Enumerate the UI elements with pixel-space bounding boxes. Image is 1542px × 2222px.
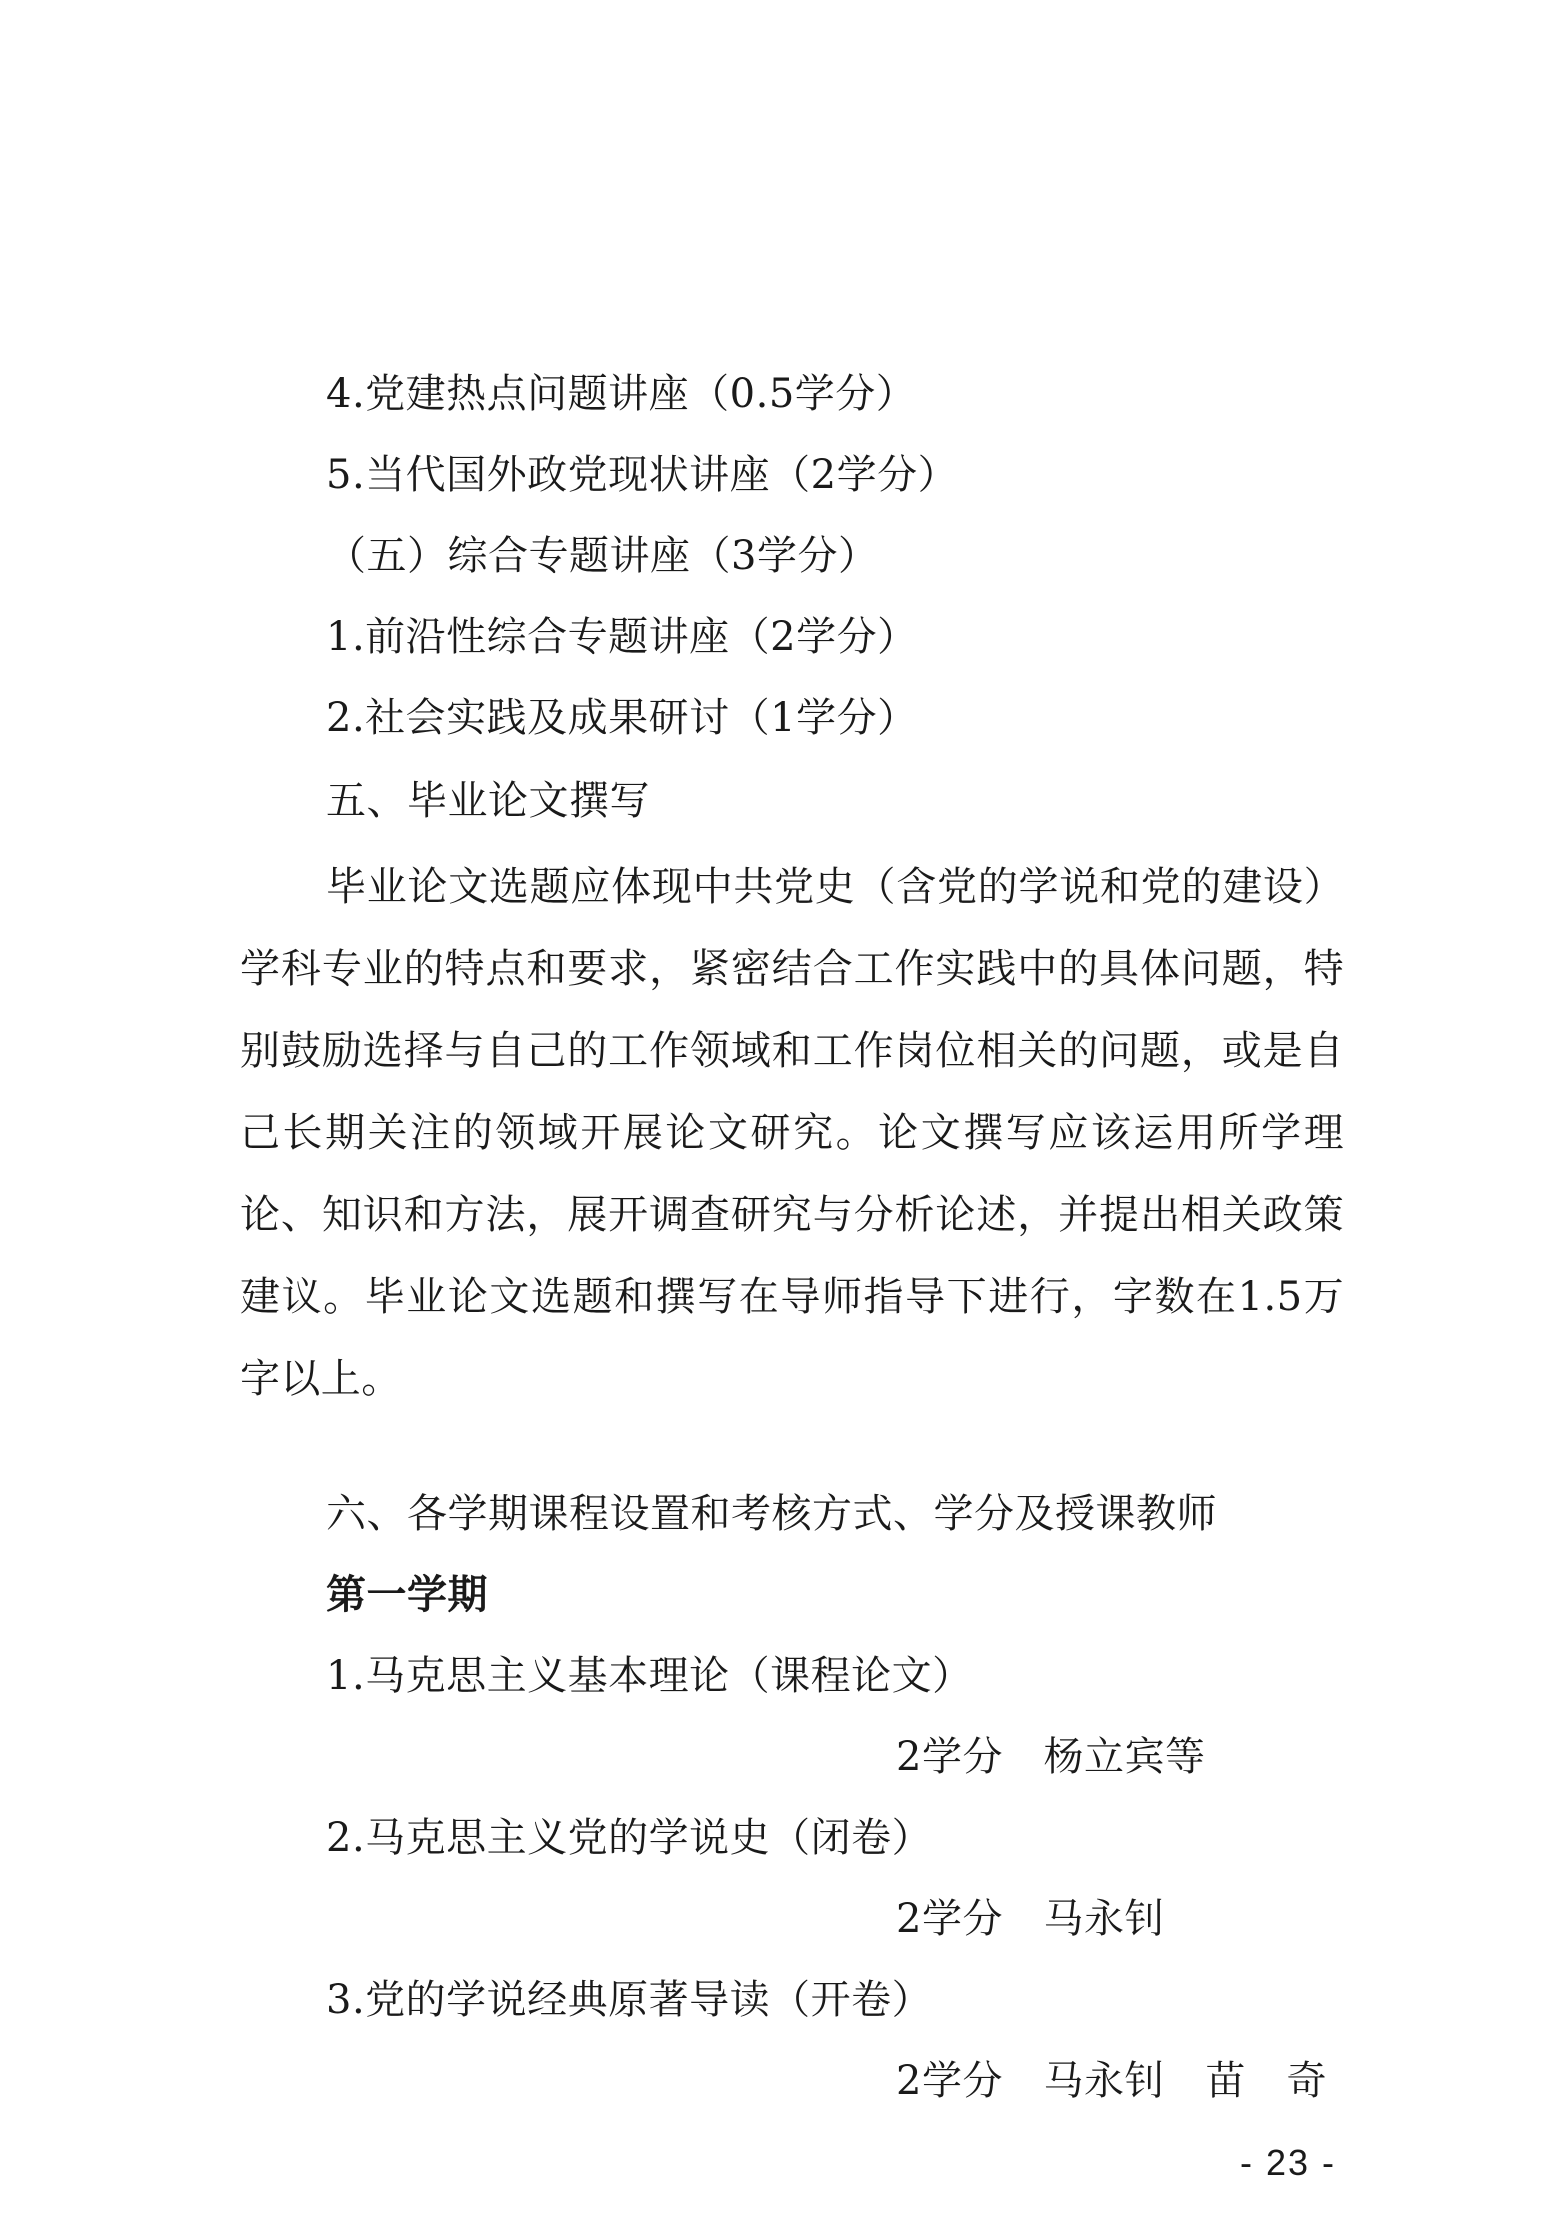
- course-credit-3: 2学分 马永钊 苗 奇: [896, 2058, 1327, 2104]
- thesis-paragraph: 毕业论文选题应体现中共党史（含党的学说和党的建设）学科专业的特点和要求，紧密结合工作实践中的具体问题，特别鼓励选择与自己的工作领域和工作岗位相关的问题，或是自己长期关注的领域开展论文研究。论文撰写应该运用所学理论、知识和方法，展开调查研究与分析论述，并提出相关政策建议。毕业论文选题和撰写在导师指导下进行，字数在1.5万字以上。: [240, 864, 1344, 1402]
- list-item-4: 4.党建热点问题讲座（0.5学分）: [326, 371, 917, 417]
- course-title-2: 2.马克思主义党的学说史（闭卷）: [326, 1815, 933, 1861]
- section-heading-thesis: 五、毕业论文撰写: [326, 778, 650, 824]
- term-heading: 第一学期: [326, 1572, 488, 1618]
- list-item-5: 5.当代国外政党现状讲座（2学分）: [326, 452, 959, 498]
- page-number: - 23 -: [1240, 2142, 1337, 2183]
- subsection-heading-5: （五）综合专题讲座（3学分）: [326, 533, 879, 579]
- course-title-3: 3.党的学说经典原著导读（开卷）: [326, 1977, 933, 2023]
- subsection-item-1: 1.前沿性综合专题讲座（2学分）: [326, 614, 918, 660]
- subsection-item-2: 2.社会实践及成果研讨（1学分）: [326, 695, 918, 741]
- course-title-1: 1.马克思主义基本理论（课程论文）: [326, 1653, 973, 1699]
- course-credit-2: 2学分 马永钊: [896, 1896, 1165, 1942]
- section-heading-courses: 六、各学期课程设置和考核方式、学分及授课教师: [326, 1491, 1217, 1537]
- course-credit-1: 2学分 杨立宾等: [896, 1734, 1206, 1780]
